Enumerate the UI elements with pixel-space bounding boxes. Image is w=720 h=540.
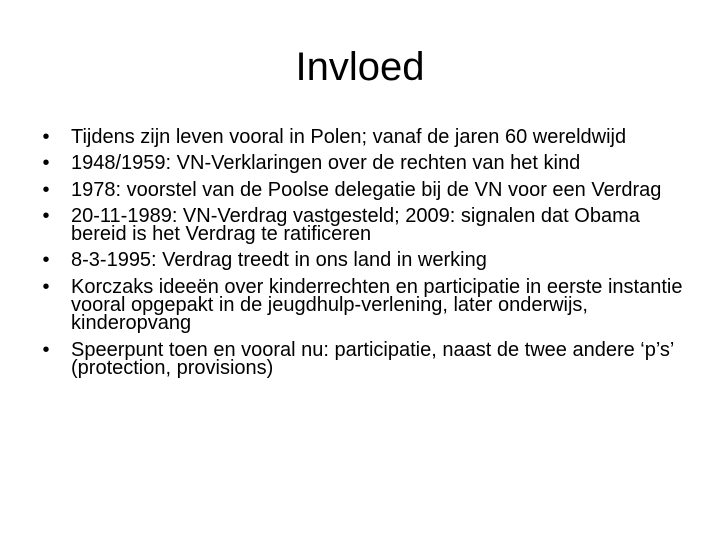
bullet-item: [36, 128, 684, 146]
bullet-marker: •: [42, 204, 50, 227]
bullet-text: 8-3-1995: Verdrag treedt in ons land in werking: [71, 249, 487, 272]
bullet-marker: •: [42, 275, 50, 298]
bullet-item: [36, 178, 684, 201]
bullet-text: 1948/1959: VN-Verklaringen over de rechten van het kind: [71, 152, 581, 175]
bullet-item: [36, 249, 684, 272]
bullet-text: 1978: voorstel van de Poolse delegatie bij de VN voor een Verdrag: [71, 178, 662, 201]
bullet-marker: •: [42, 178, 50, 201]
bullet-marker: •: [42, 249, 50, 272]
bullet-text: Tijdens zijn leven vooral in Polen; vanaf de jaren 60 wereldwijd: [71, 126, 627, 148]
bullet-item: [36, 204, 684, 246]
slide-title: Invloed: [295, 45, 425, 89]
bullet-text: Speerpunt toen en vooral nu: participatie, naast de twee andere ‘p’s’ (protection, provisions): [71, 338, 674, 379]
bullet-list: [36, 128, 684, 385]
bullet-text: 20-11-1989: VN-Verdrag vastgesteld; 2009: signalen dat Obama bereid is het Verdrag te ratificeren: [71, 204, 640, 246]
bullet-item: [36, 152, 684, 175]
bullet-marker: •: [42, 126, 50, 148]
bullet-marker: •: [42, 152, 50, 175]
bullet-item: [36, 338, 684, 379]
bullet-marker: •: [42, 338, 50, 361]
bullet-text: Korczaks ideeën over kinderrechten en participatie in eerste instantie vooral opgepakt in de jeugdhulp-verlening, later onderwijs, kinderopvang: [71, 275, 683, 335]
bullet-item: [36, 275, 684, 335]
